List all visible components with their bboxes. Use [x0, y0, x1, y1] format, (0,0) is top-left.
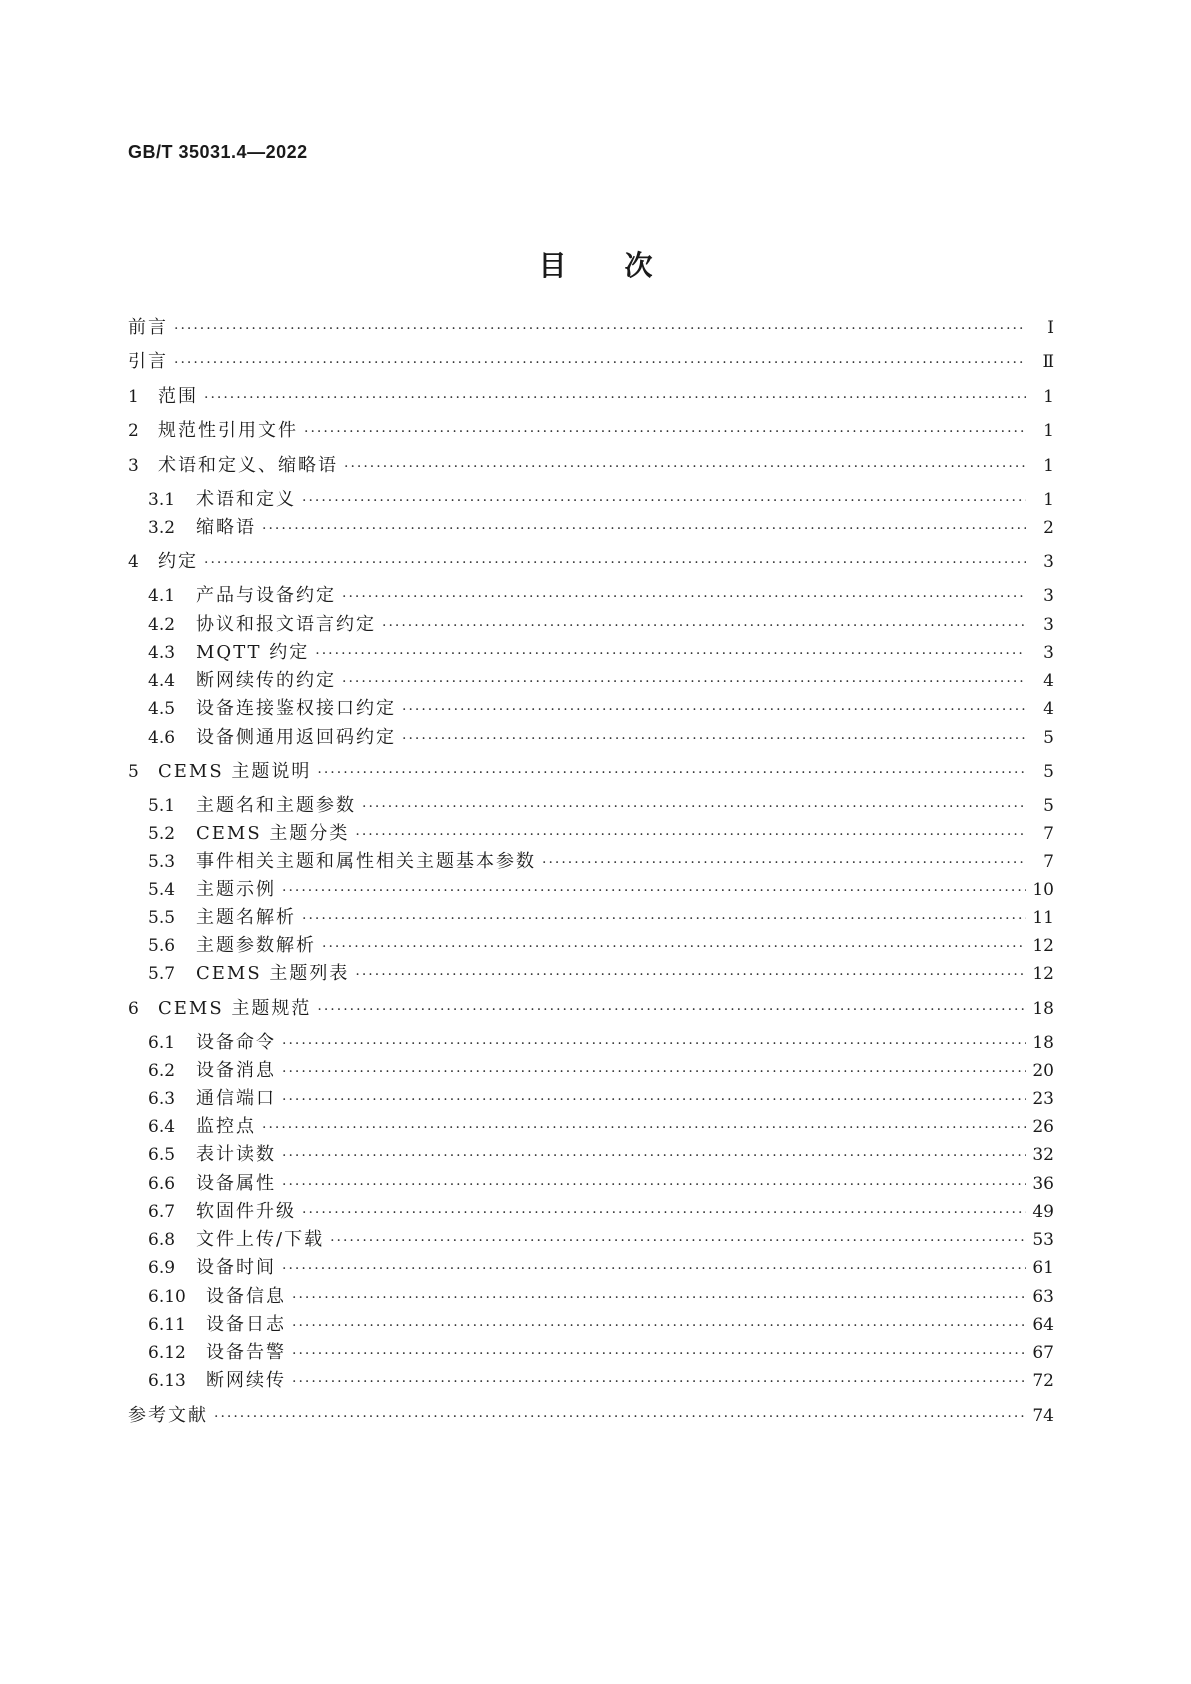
toc-leader-dots [344, 453, 1026, 481]
toc-entry-number: 4.3 [148, 643, 176, 663]
toc-entry[interactable] [148, 1226, 1054, 1254]
toc-entry-title: 设备侧通用返回码约定 [196, 727, 396, 748]
toc-entry-page: 2 [1043, 518, 1054, 538]
toc-entry-number: 4.6 [148, 728, 176, 748]
toc-entry-title: 通信端口 [196, 1088, 276, 1109]
document-code: GB/T 35031.4—2022 [128, 142, 308, 162]
toc-entry-title: 断网续传的约定 [196, 670, 336, 691]
toc-entry-title: 事件相关主题和属性相关主题基本参数 [196, 851, 536, 872]
toc-entry-number: 2 [128, 421, 139, 441]
toc-entry-number: 6 [128, 999, 139, 1019]
toc-leader-dots [292, 1284, 1026, 1312]
toc-entry-page: 5 [1043, 796, 1054, 816]
toc-entry-page: 1 [1043, 421, 1054, 441]
toc-entry[interactable] [148, 1283, 1054, 1311]
toc-entry[interactable] [148, 1339, 1054, 1367]
toc-entry-number: 6.6 [148, 1174, 176, 1194]
toc-entry-title: 文件上传/下载 [196, 1229, 325, 1250]
toc-entry[interactable] [148, 792, 1054, 820]
toc-entry-page: 3 [1043, 643, 1054, 663]
toc-entry-number: 5 [128, 762, 139, 782]
toc-entry-page: 10 [1032, 880, 1054, 900]
toc-entry-number: 6.8 [148, 1230, 176, 1250]
toc-entry-page: 18 [1032, 999, 1054, 1019]
page-title: 目次 [538, 249, 711, 282]
toc-entry-number: 4.1 [148, 586, 176, 606]
toc-entry-page: 11 [1032, 908, 1054, 928]
toc-entry[interactable] [128, 314, 1054, 342]
toc-entry[interactable] [148, 1311, 1054, 1339]
toc-entry[interactable] [148, 876, 1054, 904]
toc-entry[interactable] [128, 1402, 1054, 1430]
toc-entry-page: 26 [1032, 1117, 1054, 1137]
toc-entry-page: 4 [1043, 699, 1054, 719]
toc-entry[interactable] [128, 452, 1054, 480]
toc-leader-dots [292, 1340, 1026, 1368]
toc-entry-title: MQTT 约定 [196, 642, 310, 663]
toc-leader-dots [302, 905, 1026, 933]
toc-entry[interactable] [148, 1057, 1054, 1085]
toc-entry-number: 5.5 [148, 908, 176, 928]
toc-entry-number: 4.2 [148, 615, 176, 635]
toc-entry-number: 5.1 [148, 796, 176, 816]
toc-leader-dots [302, 487, 1026, 515]
toc-entry[interactable] [148, 1198, 1054, 1226]
toc-entry[interactable] [148, 486, 1054, 514]
toc-leader-dots [204, 549, 1026, 577]
toc-leader-dots [214, 1403, 1026, 1431]
toc-entry-title: 前言 [128, 317, 168, 338]
toc-entry-number: 6.13 [148, 1371, 186, 1391]
toc-leader-dots [282, 1142, 1026, 1170]
toc-entry-title: CEMS 主题列表 [196, 963, 350, 984]
toc-leader-dots [262, 515, 1026, 543]
toc-entry-number: 6.2 [148, 1061, 176, 1081]
toc-entry[interactable] [148, 1367, 1054, 1395]
toc-leader-dots [355, 821, 1026, 849]
toc-entry-number: 5.7 [148, 964, 176, 984]
toc-entry-title: 设备信息 [206, 1286, 286, 1307]
toc-entry[interactable] [148, 639, 1054, 667]
toc-entry[interactable] [128, 995, 1054, 1023]
toc-entry-title: 主题示例 [196, 879, 276, 900]
toc-entry-number: 6.11 [148, 1315, 186, 1335]
toc-entry-number: 6.1 [148, 1033, 176, 1053]
toc-leader-dots [282, 1086, 1026, 1114]
toc-entry-number: 4.5 [148, 699, 176, 719]
toc-entry-page: 3 [1043, 586, 1054, 606]
toc-entry-title: 软固件升级 [196, 1201, 296, 1222]
toc-leader-dots [204, 384, 1026, 412]
toc-entry-title: 约定 [158, 551, 198, 572]
toc-entry-page: 53 [1032, 1230, 1054, 1250]
toc-entry-page: 61 [1032, 1258, 1054, 1278]
toc-entry-page: 1 [1043, 456, 1054, 476]
toc-leader-dots [330, 1227, 1026, 1255]
toc-entry[interactable] [148, 820, 1054, 848]
toc-entry-title: 表计读数 [196, 1144, 276, 1165]
toc-entry-page: 3 [1043, 615, 1054, 635]
toc-leader-dots [322, 933, 1026, 961]
toc-entry[interactable] [148, 1141, 1054, 1169]
toc-leader-dots [402, 725, 1026, 753]
toc-entry[interactable] [148, 1113, 1054, 1141]
toc-entry-page: 7 [1043, 852, 1054, 872]
toc-entry-page: 7 [1043, 824, 1054, 844]
toc-entry[interactable] [128, 417, 1054, 445]
toc-entry-title: 规范性引用文件 [158, 420, 298, 441]
toc-entry-title: 设备连接鉴权接口约定 [196, 698, 396, 719]
toc-entry-title: 范围 [158, 386, 198, 407]
toc-entry-page: 12 [1032, 964, 1054, 984]
toc-entry[interactable] [148, 582, 1054, 610]
toc-entry-number: 5.6 [148, 936, 176, 956]
toc-entry-title: 缩略语 [196, 517, 256, 538]
toc-leader-dots [317, 996, 1026, 1024]
toc-entry-title: 术语和定义 [196, 489, 296, 510]
toc-leader-dots [292, 1312, 1026, 1340]
toc-leader-dots [262, 1114, 1026, 1142]
toc-entry-title: CEMS 主题分类 [196, 823, 350, 844]
toc-entry-page: 5 [1043, 762, 1054, 782]
toc-entry-page: 12 [1032, 936, 1054, 956]
toc-entry-number: 6.12 [148, 1343, 186, 1363]
toc-entry[interactable] [148, 1254, 1054, 1282]
toc-entry-number: 5.4 [148, 880, 176, 900]
toc-entry[interactable] [148, 1170, 1054, 1198]
toc-leader-dots [317, 759, 1026, 787]
toc-entry-number: 5.2 [148, 824, 176, 844]
toc-entry-title: 设备告警 [206, 1342, 286, 1363]
toc-entry-title: 主题参数解析 [196, 935, 316, 956]
toc-entry-title: 参考文献 [128, 1405, 208, 1426]
toc-entry-number: 6.9 [148, 1258, 176, 1278]
toc-entry-title: CEMS 主题说明 [158, 761, 312, 782]
toc-entry[interactable] [148, 514, 1054, 542]
toc-entry-number: 4.4 [148, 671, 176, 691]
toc-leader-dots [282, 1171, 1026, 1199]
toc-entry-page: 74 [1032, 1406, 1054, 1426]
toc-entry[interactable] [148, 667, 1054, 695]
toc-entry[interactable] [148, 904, 1054, 932]
toc-entry[interactable] [128, 348, 1054, 376]
toc-entry-number: 3.1 [148, 490, 176, 510]
toc-entry-page: 67 [1032, 1343, 1054, 1363]
toc-entry-title: CEMS 主题规范 [158, 998, 312, 1019]
toc-entry-title: 引言 [128, 351, 168, 372]
toc-entry-title: 设备命令 [196, 1032, 276, 1053]
toc-entry[interactable] [128, 548, 1054, 576]
toc-leader-dots [282, 1030, 1026, 1058]
toc-leader-dots [174, 315, 1026, 343]
toc-entry-title: 断网续传 [206, 1370, 286, 1391]
toc-entry-title: 设备消息 [196, 1060, 276, 1081]
toc-entry[interactable] [148, 960, 1054, 988]
toc-entry-page: 49 [1032, 1202, 1054, 1222]
toc-entry-page: 20 [1032, 1061, 1054, 1081]
toc-entry-page: 1 [1043, 387, 1054, 407]
toc-entry-number: 6.7 [148, 1202, 176, 1222]
toc-leader-dots [282, 1058, 1026, 1086]
toc-entry-number: 6.5 [148, 1145, 176, 1165]
toc-entry-number: 3.2 [148, 518, 176, 538]
toc-entry-page: 63 [1032, 1287, 1054, 1307]
toc-entry-title: 主题名解析 [196, 907, 296, 928]
toc-leader-dots [542, 849, 1026, 877]
toc-entry-title: 产品与设备约定 [196, 585, 336, 606]
toc-entry-number: 1 [128, 387, 139, 407]
toc-entry-page: 3 [1043, 552, 1054, 572]
toc-entry-number: 6.4 [148, 1117, 176, 1137]
toc-entry[interactable] [148, 932, 1054, 960]
toc-entry[interactable] [148, 611, 1054, 639]
toc-entry-title: 设备日志 [206, 1314, 286, 1335]
toc-entry-page: 4 [1043, 671, 1054, 691]
toc-leader-dots [342, 668, 1026, 696]
toc-leader-dots [304, 418, 1026, 446]
toc-leader-dots [342, 583, 1026, 611]
toc-entry-number: 4 [128, 552, 139, 572]
toc-leader-dots [315, 640, 1026, 668]
toc-entry-page: 64 [1032, 1315, 1054, 1335]
toc-entry-title: 设备属性 [196, 1173, 276, 1194]
toc-entry-page: Ⅰ [1047, 318, 1054, 338]
toc-entry-page: 72 [1032, 1371, 1054, 1391]
toc-entry-title: 监控点 [196, 1116, 256, 1137]
toc-entry-page: 32 [1032, 1145, 1054, 1165]
toc-leader-dots [382, 612, 1026, 640]
toc-leader-dots [282, 877, 1026, 905]
toc-leader-dots [302, 1199, 1026, 1227]
toc-entry-page: 1 [1043, 490, 1054, 510]
toc-entry-number: 6.10 [148, 1287, 186, 1307]
toc-entry-title: 协议和报文语言约定 [196, 614, 376, 635]
toc-entry[interactable] [148, 695, 1054, 723]
toc-entry-number: 5.3 [148, 852, 176, 872]
toc-leader-dots [362, 793, 1026, 821]
toc-entry-page: 36 [1032, 1174, 1054, 1194]
toc-entry-page: 23 [1032, 1089, 1054, 1109]
toc-entry-title: 主题名和主题参数 [196, 795, 356, 816]
toc-entry[interactable] [148, 1085, 1054, 1113]
toc-entry[interactable] [128, 758, 1054, 786]
toc-entry[interactable] [148, 848, 1054, 876]
toc-entry[interactable] [128, 383, 1054, 411]
toc-leader-dots [282, 1255, 1026, 1283]
toc-entry-number: 6.3 [148, 1089, 176, 1109]
toc-leader-dots [292, 1368, 1026, 1396]
toc-leader-dots [174, 349, 1026, 377]
toc-entry-title: 设备时间 [196, 1257, 276, 1278]
toc-leader-dots [355, 961, 1026, 989]
toc-entry-page: 5 [1043, 728, 1054, 748]
toc-entry-page: Ⅱ [1042, 352, 1054, 372]
toc-entry[interactable] [148, 724, 1054, 752]
toc-entry-number: 3 [128, 456, 139, 476]
toc-entry[interactable] [148, 1029, 1054, 1057]
toc-entry-page: 18 [1032, 1033, 1054, 1053]
toc-leader-dots [402, 696, 1026, 724]
toc-entry-title: 术语和定义、缩略语 [158, 455, 338, 476]
